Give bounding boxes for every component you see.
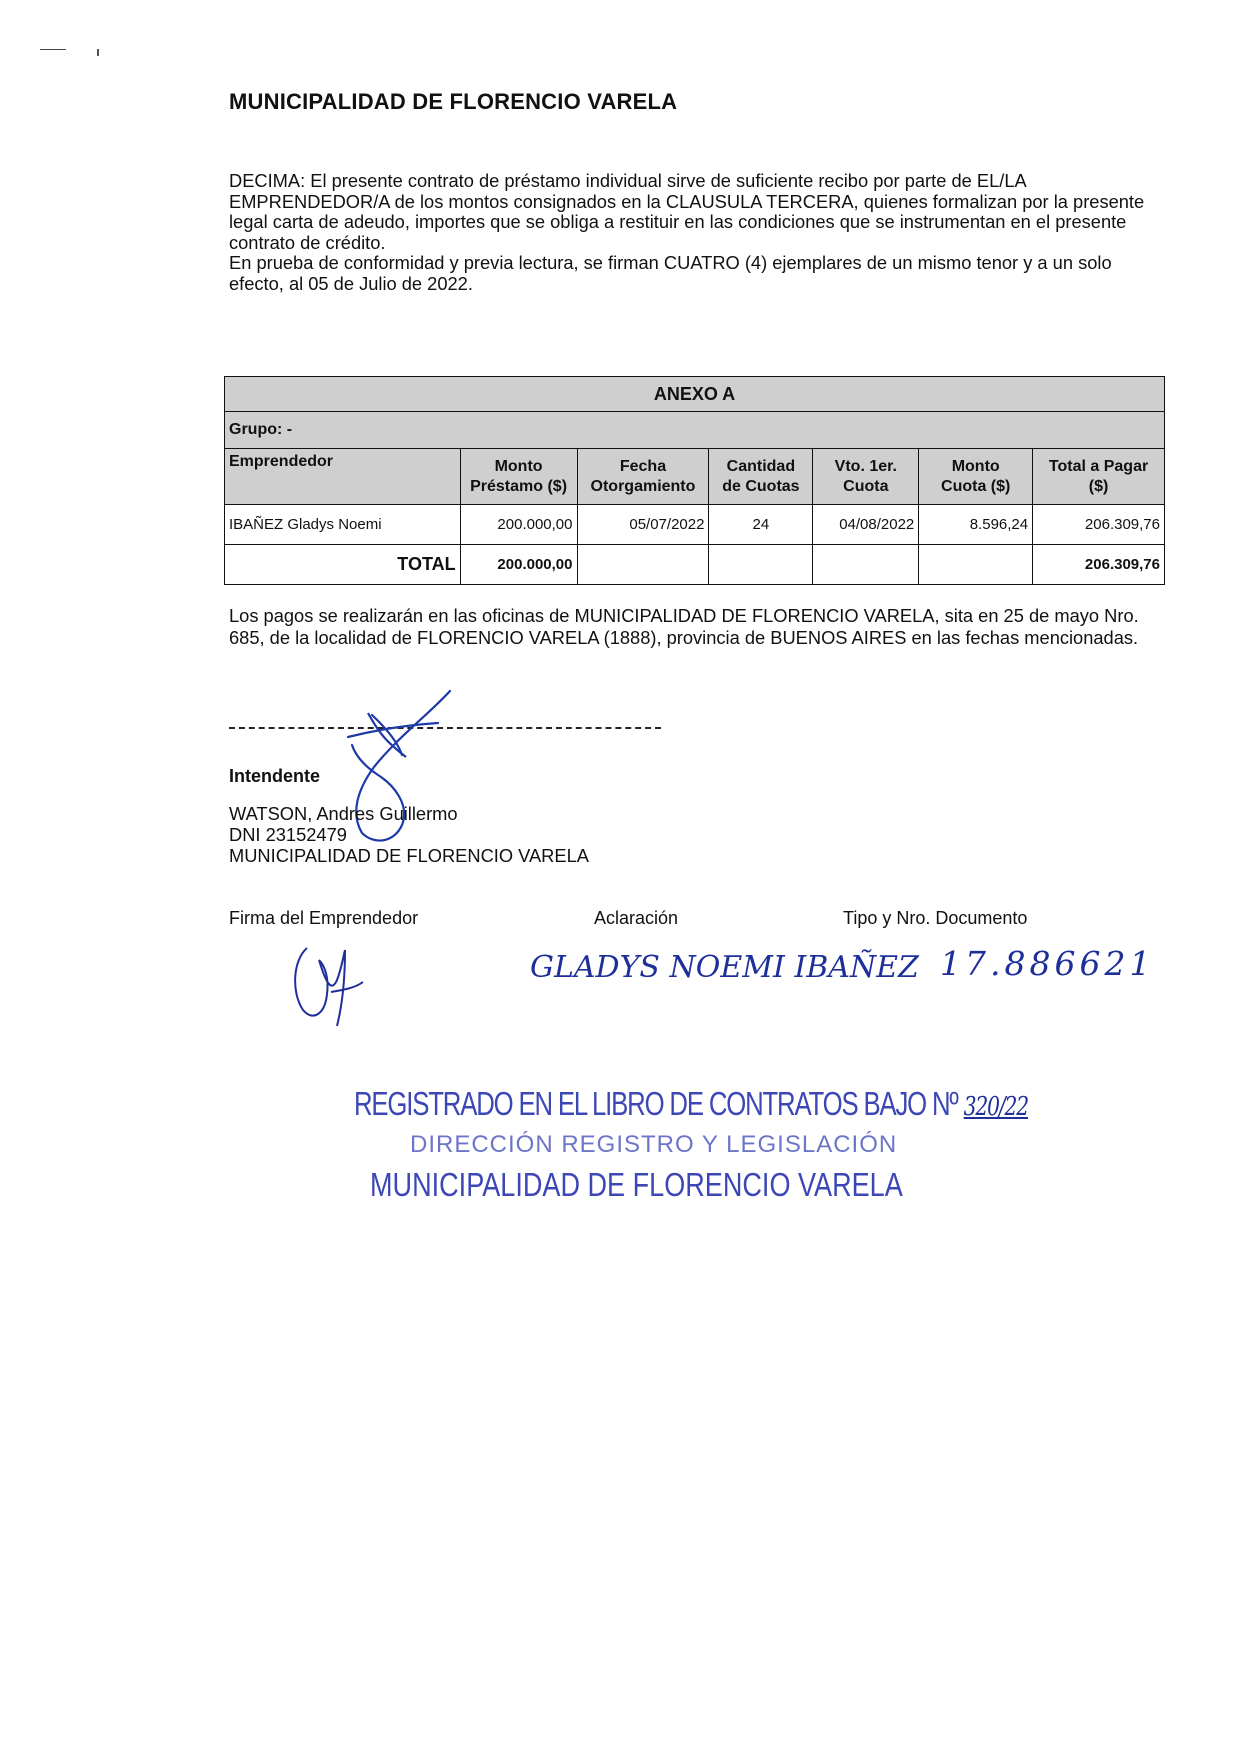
anexo-title: ANEXO A [225, 377, 1165, 412]
registration-stamp [354, 1085, 1028, 1123]
page-title: MUNICIPALIDAD DE FLORENCIO VARELA [229, 89, 678, 114]
totals-label: TOTAL [225, 545, 461, 585]
signatory-entity: MUNICIPALIDAD DE FLORENCIO VARELA [229, 845, 589, 866]
conformity-text: En prueba de conformidad y previa lectura, se firman CUATRO (4) ejemplares de un mismo tenor y a un solo efecto, al 05 de Julio de 2022. [229, 252, 1112, 294]
stamp-number: 320/22 [963, 1092, 1028, 1122]
scan-mark [40, 49, 66, 50]
header-cuota: Monto Cuota ($) [919, 449, 1033, 505]
header-emprendedor: Emprendedor [225, 449, 461, 505]
payment-location-text: Los pagos se realizarán en las oficinas de MUNICIPALIDAD DE FLORENCIO VARELA, sita en 25 de mayo Nro. 685, de la localidad de FLORENCIO VARELA (1888), provincia de BUENOS AIRES en las fechas mencionadas. [229, 605, 1139, 648]
header-cantidad: Cantidad de Cuotas [709, 449, 813, 505]
documento-handwritten: 17.886621 [940, 944, 1155, 983]
anexo-title-row [225, 377, 1165, 412]
signatory-dni: DNI 23152479 [229, 824, 347, 845]
cell-total: 206.309,76 [1033, 505, 1165, 545]
table-header-row [225, 449, 1165, 505]
header-total: Total a Pagar ($) [1033, 449, 1165, 505]
cell-vto: 04/08/2022 [813, 505, 919, 545]
totals-total: 206.309,76 [1033, 545, 1165, 585]
signatory-block [229, 803, 589, 866]
clause-text: DECIMA: El presente contrato de préstamo individual sirve de suficiente recibo por parte de EL/LA EMPRENDEDOR/A de los montos consignados en la CLAUSULA TERCERA, quienes formalizan por la presente legal carta de adeudo, importes que se obliga a restituir en las condiciones que se instrumentan en el presente contrato de crédito. [229, 170, 1145, 253]
emprendedor-signature [285, 930, 375, 1030]
header-fecha: Fecha Otorgamiento [577, 449, 709, 505]
aclaracion-handwritten: GLADYS NOEMI IBAÑEZ [530, 950, 919, 985]
anexo-table [224, 376, 1165, 585]
header-vto: Vto. 1er. Cuota [813, 449, 919, 505]
grupo-label: Grupo: - [225, 412, 1165, 449]
header-monto: Monto Préstamo ($) [460, 449, 577, 505]
stamp-line1: REGISTRADO EN EL LIBRO DE CONTRATOS BAJO Nº [354, 1085, 958, 1122]
cell-monto: 200.000,00 [460, 505, 577, 545]
stamp-line2: DIRECCIÓN REGISTRO Y LEGISLACIÓN [410, 1131, 898, 1158]
totals-row [225, 545, 1165, 585]
signatory-role: Intendente [229, 766, 321, 786]
scan-mark [97, 49, 99, 56]
aclaracion-label: Aclaración [594, 908, 679, 928]
cell-cuota: 8.596,24 [919, 505, 1033, 545]
totals-monto: 200.000,00 [460, 545, 577, 585]
firma-label: Firma del Emprendedor [229, 908, 419, 928]
cell-fecha: 05/07/2022 [577, 505, 709, 545]
clause-decima [229, 171, 1169, 294]
cell-emprendedor: IBAÑEZ Gladys Noemi [225, 505, 461, 545]
stamp-line3: MUNICIPALIDAD DE FLORENCIO VARELA [370, 1166, 903, 1203]
table-row [225, 505, 1165, 545]
documento-label: Tipo y Nro. Documento [843, 908, 1028, 928]
grupo-row [225, 412, 1165, 449]
signatory-name: WATSON, Andres Guillermo [229, 803, 458, 824]
cell-cantidad: 24 [709, 505, 813, 545]
